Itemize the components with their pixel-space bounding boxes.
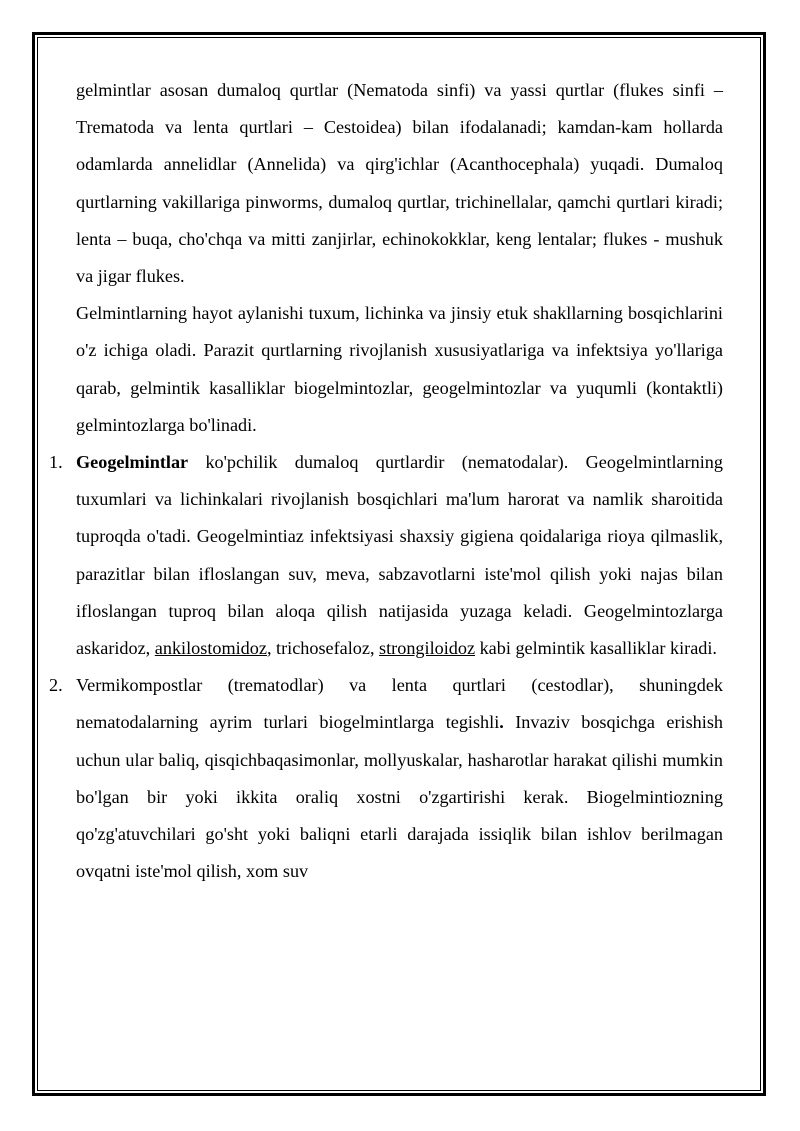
list-number: 1. <box>49 452 63 473</box>
paragraph-helminth-classes: gelmintlar asosan dumaloq qurtlar (Nematoda sinfi) va yassi qurtlar (flukes sinfi – Trematoda va lenta qurtlari – Cestoidea) bilan ifodalanadi; kamdan-kam hollarda odamlarda annelidlar (Annelida) va qirg'ichlar (Acanthocephala) yuqadi. Dumaloq qurtlarning vakillariga pinworms, dumaloq qurtlar, trichinellalar, qamchi qurtlari kiradi; lenta – buqa, cho'chqa va mitti zanjirlar, echinokokklar, keng lentalar; flukes - mushuk va jigar flukes. <box>76 80 723 287</box>
list-item-biohelminths <box>49 667 724 890</box>
link-ankilostomidoz[interactable]: ankilostomidoz <box>154 638 267 659</box>
list-number: 2. <box>49 675 63 696</box>
bold-period: . <box>499 712 504 733</box>
list-text: Vermikompostlar (trematodlar) va lenta qurtlari (cestodlar), shuningdek nematodalarning ayrim turlari biogelmintlarga tegishli <box>76 675 723 733</box>
paragraph-life-cycle: Gelmintlarning hayot aylanishi tuxum, lichinka va jinsiy etuk shakllarning bosqichlarini o'z ichiga oladi. Parazit qurtlarning rivojlanish xususiyatlariga va infektsiya yo'llariga qarab, gelmintik kasalliklar biogelmintozlar, geogelmintozlar va yuqumli (kontaktli) gelmintozlarga bo'linadi. <box>76 303 723 435</box>
term-geogelmintlar: Geogelmintlar <box>76 452 189 473</box>
document-body <box>49 72 724 890</box>
list-text: kabi gelmintik kasalliklar kiradi. <box>475 638 717 659</box>
helminth-list <box>49 444 724 890</box>
link-strongiloidoz[interactable]: strongiloidoz <box>379 638 476 659</box>
list-text: Invaziv bosqichga erishish uchun ular baliq, qisqichbaqasimonlar, mollyuskalar, hasharotlar harakat qilishi mumkin bo'lgan bir yoki ikkita oraliq xostni o'zgartirishi kerak. Biogelmintiozning qo'zg'atuvchilari go'sht yoki baliqni etarli darajada issiqlik bilan ishlov berilmagan ovqatni iste'mol qilish, xom suv <box>76 712 724 882</box>
list-text: ko'pchilik dumaloq qurtlardir (nematodalar). Geogelmintlarning tuxumlari va lichinkalari rivojlanish bosqichlari ma'lum harorat va namlik sharoitida tuproqda o'tadi. Geogelmintiaz infektsiyasi shaxsiy gigiena qoidalariga rioya qilmaslik, parazitlar bilan ifloslangan suv, meva, sabzavotlarni iste'mol qilish yoki najas bilan ifloslangan tuproq bilan aloqa qilish natijasida yuzaga keladi. Geogelmintozlarga askaridoz, <box>76 452 723 659</box>
list-item-geohelminths <box>49 444 723 667</box>
list-text: , trichosefaloz, <box>266 638 380 659</box>
